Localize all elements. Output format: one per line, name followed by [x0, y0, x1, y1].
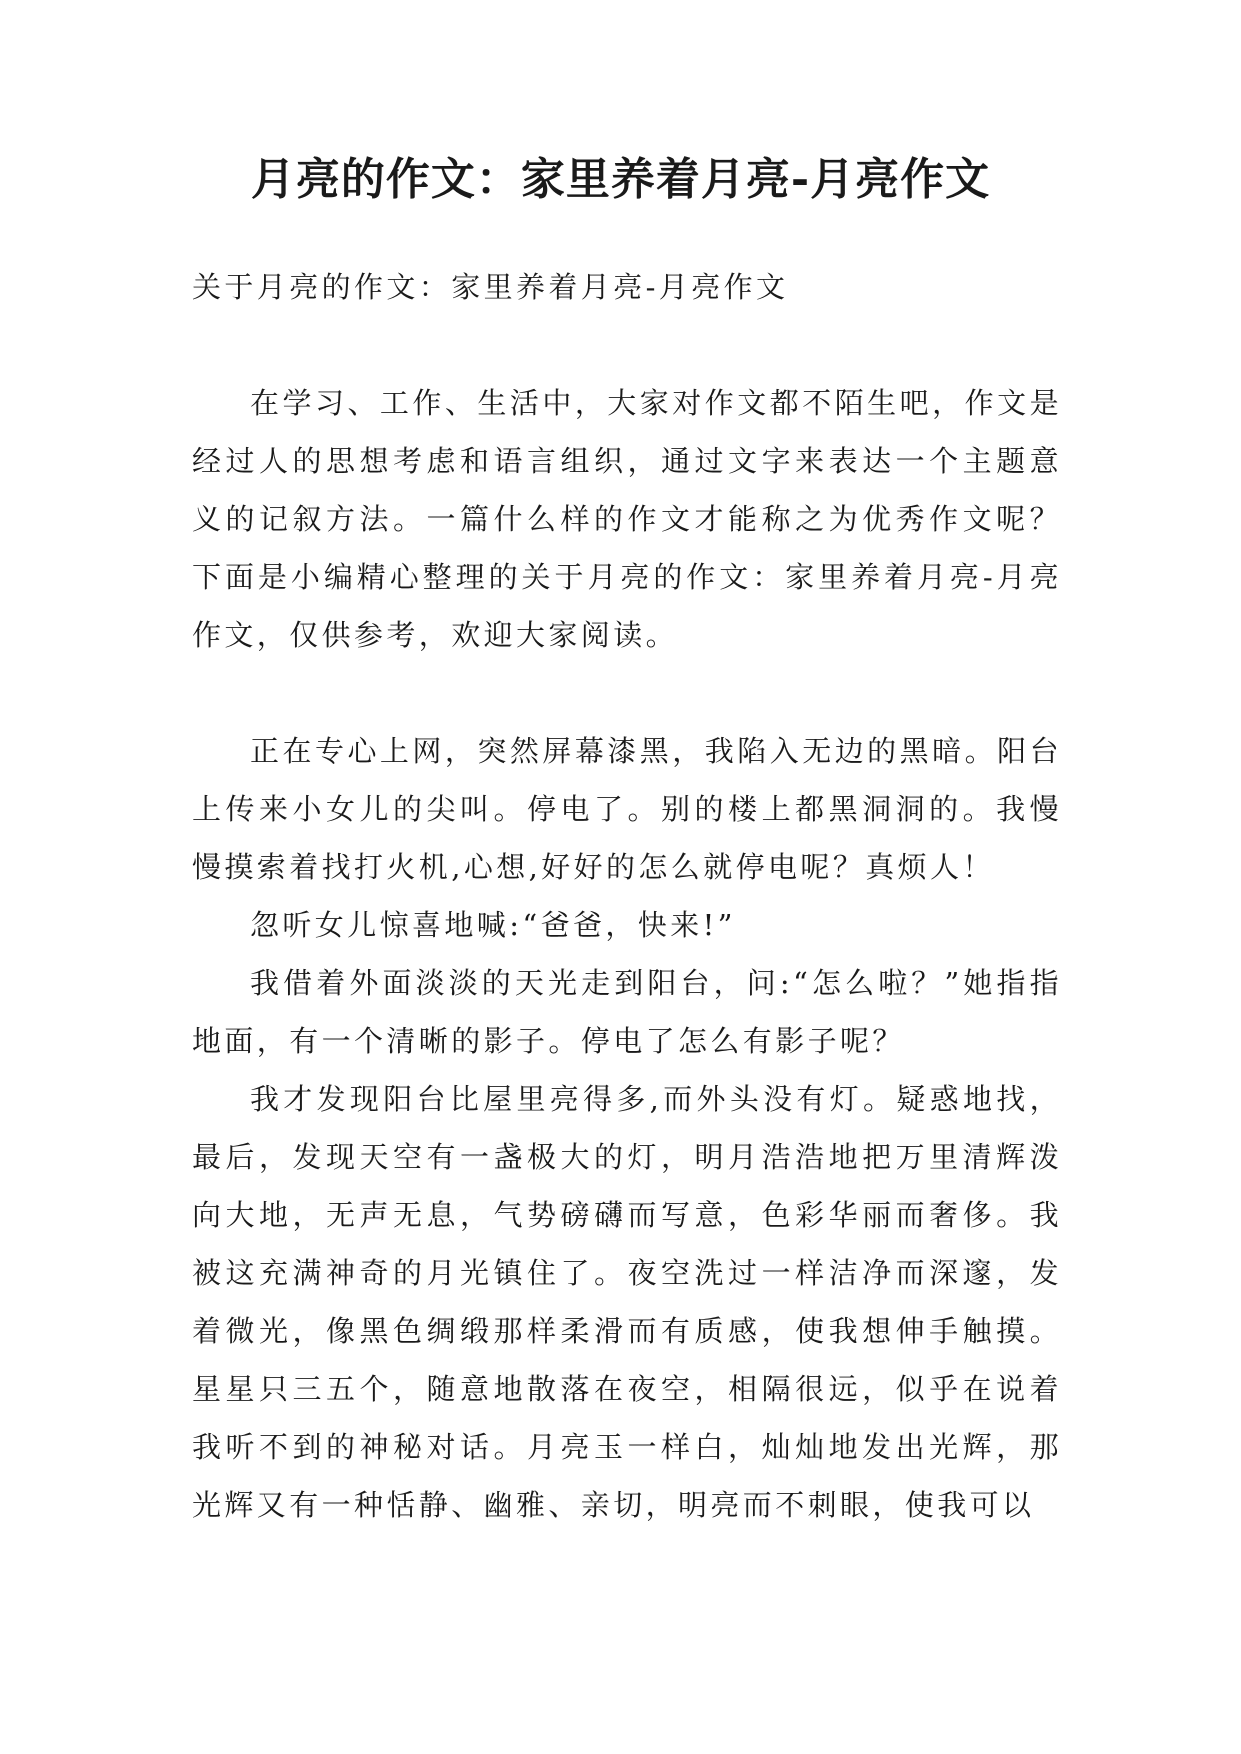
- body-paragraph: 正在专心上网，突然屏幕漆黑，我陷入无边的黑暗。阳台上传来小女儿的尖叫。停电了。别的楼上都黑洞洞的。我慢慢摸索着找打火机,心想,好好的怎么就停电呢？真烦人！: [192, 734, 1062, 884]
- document-subtitle: 关于月亮的作文：家里养着月亮-月亮作文: [192, 270, 789, 304]
- body-paragraph: 我才发现阳台比屋里亮得多,而外头没有灯。疑惑地找，最后，发现天空有一盏极大的灯，明月浩浩地把万里清辉泼向大地，无声无息，气势磅礴而写意，色彩华丽而奢侈。我被这充满神奇的月光镇住了。夜空洗过一样洁净而深邃，发着微光，像黑色绸缎那样柔滑而有质感，使我想伸手触摸。星星只三五个，随意地散落在夜空，相隔很远，似乎在说着我听不到的神秘对话。月亮玉一样白，灿灿地发出光辉，那光辉又有一种恬静、幽雅、亲切，明亮而不刺眼，使我可以: [192, 1082, 1062, 1522]
- body-paragraph: 我借着外面淡淡的天光走到阳台，问:“怎么啦？”她指指地面，有一个清晰的影子。停电了怎么有影子呢？: [192, 966, 1062, 1058]
- body-paragraph: 忽听女儿惊喜地喊:“爸爸，快来!”: [250, 908, 736, 942]
- intro-paragraph: 在学习、工作、生活中，大家对作文都不陌生吧，作文是经过人的思想考虑和语言组织，通过文字来表达一个主题意义的记叙方法。一篇什么样的作文才能称之为优秀作文呢？下面是小编精心整理的关于月亮的作文：家里养着月亮-月亮作文，仅供参考，欢迎大家阅读。: [192, 386, 1062, 652]
- document-title: 月亮的作文：家里养着月亮-月亮作文: [250, 154, 991, 205]
- document-body: [192, 258, 1062, 1534]
